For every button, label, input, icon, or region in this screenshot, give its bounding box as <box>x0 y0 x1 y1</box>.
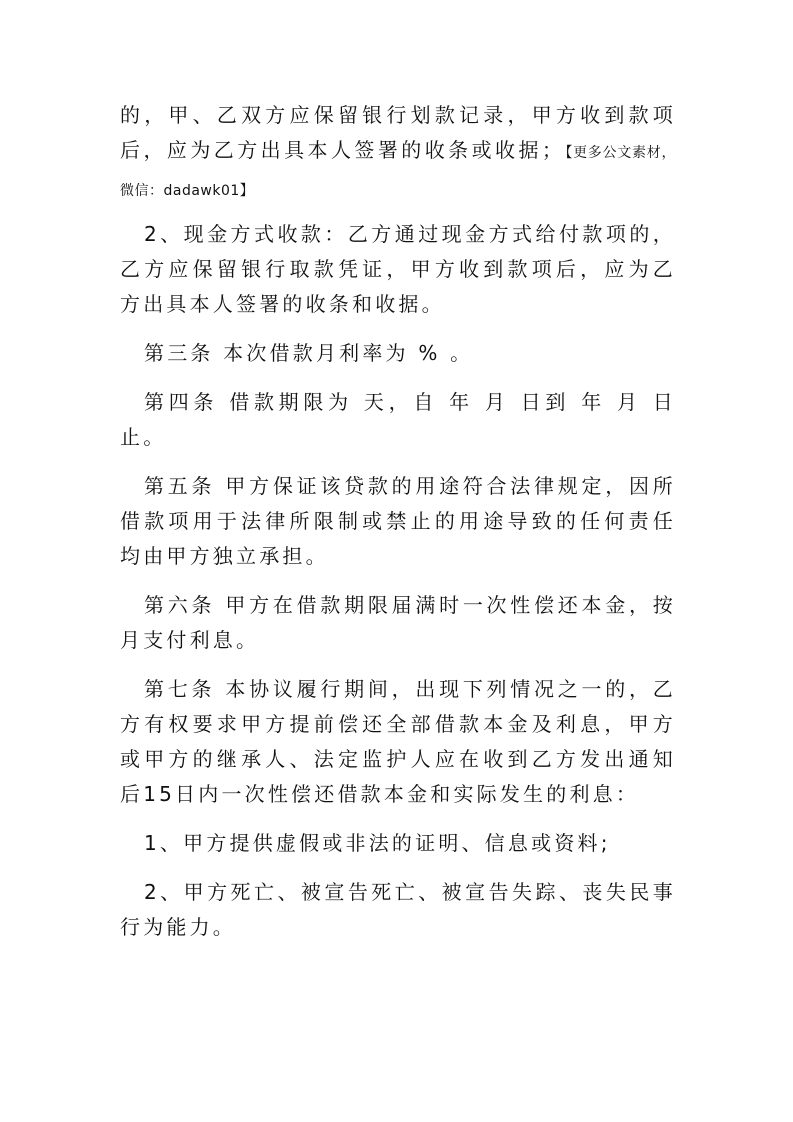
paragraph-payment-record <box>120 98 676 209</box>
paragraph-article-5: 第五条 甲方保证该贷款的用途符合法律规定，因所借款项用于法律所限制或禁止的用途导致的任何责任均由甲方独立承担。 <box>120 474 676 568</box>
paragraph-article-6: 第六条 甲方在借款期限届满时一次性偿还本金，按月支付利息。 <box>120 593 676 652</box>
document-body <box>120 98 676 959</box>
paragraph-article-4: 第四条 借款期限为 天，自 年 月 日到 年 月 日止。 <box>120 390 676 449</box>
paragraph-text: 的，甲、乙双方应保留银行划款记录，甲方收到款项后，应为乙方出具本人签署的收条或收据； <box>120 103 676 162</box>
promo-note: 【更多公文素材，微信：dadawk01】 <box>120 145 676 199</box>
paragraph-item-1: 1、甲方提供虚假或非法的证明、信息或资料; <box>144 831 611 855</box>
paragraph-item-2: 2、甲方死亡、被宣告死亡、被宣告失踪、丧失民事行为能力。 <box>120 880 676 939</box>
paragraph-article-7: 第七条 本协议履行期间，出现下列情况之一的，乙方有权要求甲方提前偿还全部借款本金及利息，甲方或甲方的继承人、法定监护人应在收到乙方发出通知后15日内一次性偿还借款本金和实际发生的利息： <box>120 677 676 806</box>
paragraph-article-3: 第三条 本次借款月利率为 % 。 <box>144 341 474 365</box>
paragraph-cash-payment: 2、现金方式收款：乙方通过现金方式给付款项的，乙方应保留银行取款凭证，甲方收到款项后，应为乙方出具本人签署的收条和收据。 <box>120 222 676 316</box>
